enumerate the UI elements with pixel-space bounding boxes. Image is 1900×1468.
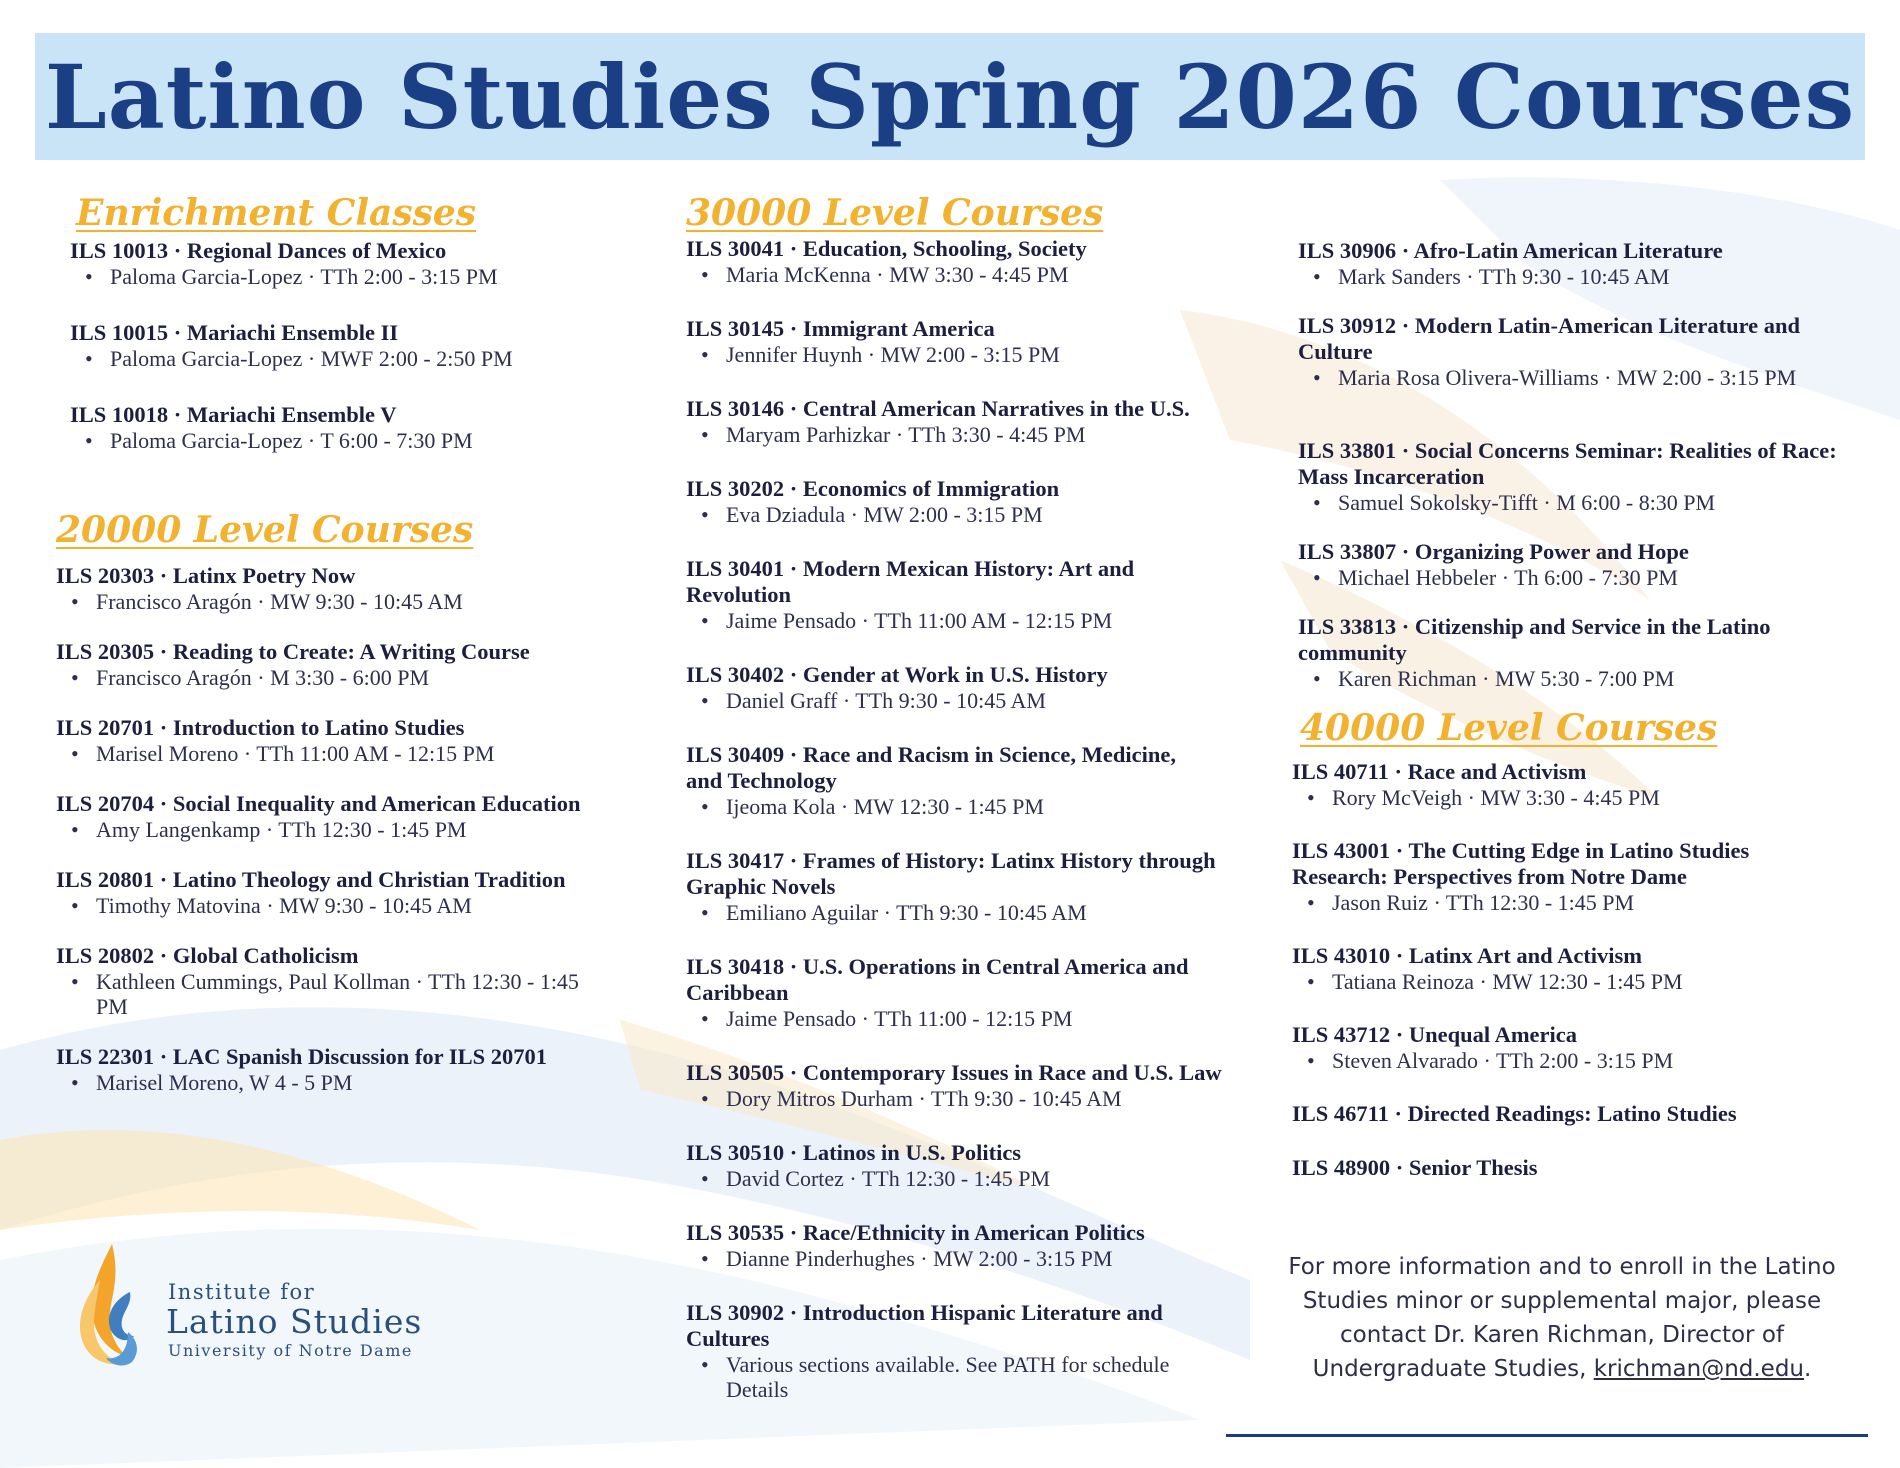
- course-title: ILS 22301 · LAC Spanish Discussion for ILS 20701: [56, 1044, 547, 1069]
- course-list-30000-continued: [1298, 238, 1862, 691]
- course-item: [56, 1044, 616, 1095]
- course-item: [686, 396, 1256, 447]
- course-item: [1298, 238, 1862, 289]
- course-title: ILS 46711 · Directed Readings: Latino Studies: [1292, 1101, 1737, 1126]
- course-item: [1292, 1101, 1862, 1127]
- course-detail: • Rory McVeigh · MW 3:30 - 4:45 PM: [1292, 785, 1862, 810]
- course-detail: • Timothy Matovina · MW 9:30 - 10:45 AM: [56, 893, 616, 918]
- course-title: ILS 30146 · Central American Narratives in the U.S.: [686, 396, 1190, 421]
- course-item: [56, 791, 616, 842]
- section-heading-enrichment: Enrichment Classes: [76, 192, 477, 234]
- course-item: [1298, 614, 1862, 691]
- course-title: ILS 30505 · Contemporary Issues in Race and U.S. Law: [686, 1060, 1222, 1085]
- section-heading-30000: 30000 Level Courses: [686, 192, 1104, 234]
- course-detail: • Eva Dziadula · MW 2:00 - 3:15 PM: [686, 502, 1256, 527]
- course-item: [686, 1300, 1256, 1402]
- course-item: [686, 316, 1256, 367]
- course-title: ILS 30401 · Modern Mexican History: Art and Revolution: [686, 556, 1135, 607]
- course-detail: • Dianne Pinderhughes · MW 2:00 - 3:15 PM: [686, 1246, 1256, 1271]
- course-item: [686, 848, 1256, 925]
- course-detail: • Karen Richman · MW 5:30 - 7:00 PM: [1298, 666, 1862, 691]
- course-detail: • Paloma Garcia-Lopez · MWF 2:00 - 2:50 PM: [70, 346, 616, 371]
- course-detail: • Michael Hebbeler · Th 6:00 - 7:30 PM: [1298, 565, 1862, 590]
- course-item: [686, 954, 1256, 1031]
- logo-text-line1: Institute for: [168, 1280, 316, 1304]
- course-title: ILS 30402 · Gender at Work in U.S. History: [686, 662, 1108, 687]
- course-item: [1292, 1155, 1862, 1181]
- course-title: ILS 20305 · Reading to Create: A Writing Course: [56, 639, 530, 664]
- course-detail: • Paloma Garcia-Lopez · T 6:00 - 7:30 PM: [70, 428, 616, 453]
- course-title: ILS 30535 · Race/Ethnicity in American Politics: [686, 1220, 1145, 1245]
- course-item: [1292, 1022, 1862, 1073]
- course-title: ILS 30041 · Education, Schooling, Society: [686, 236, 1087, 261]
- course-title: ILS 20303 · Latinx Poetry Now: [56, 563, 356, 588]
- course-title: ILS 30902 · Introduction Hispanic Literature and Cultures: [686, 1300, 1163, 1351]
- contact-text: For more information and to enroll in the Latino Studies minor or supplemental major, please contact Dr. Karen Richman, Director of Undergraduate Studies,: [1288, 1254, 1836, 1382]
- logo-text-line3: University of Notre Dame: [168, 1341, 413, 1360]
- course-item: [686, 742, 1256, 819]
- course-item: [1292, 943, 1862, 994]
- course-detail: • Maryam Parhizkar · TTh 3:30 - 4:45 PM: [686, 422, 1256, 447]
- course-item: [686, 1140, 1256, 1191]
- course-item: [56, 867, 616, 918]
- course-title: ILS 48900 · Senior Thesis: [1292, 1155, 1538, 1180]
- course-detail: • Paloma Garcia-Lopez · TTh 2:00 - 3:15 PM: [70, 264, 616, 289]
- course-title: ILS 30409 · Race and Racism in Science, Medicine, and Technology: [686, 742, 1176, 793]
- course-list-enrichment: [70, 238, 616, 453]
- course-title: ILS 30912 · Modern Latin-American Literature and Culture: [1298, 313, 1801, 364]
- course-detail: • Marisel Moreno, W 4 - 5 PM: [56, 1070, 616, 1095]
- footer-divider: [1226, 1434, 1868, 1437]
- course-title: ILS 30145 · Immigrant America: [686, 316, 995, 341]
- logo-text-line2: Latino Studies: [166, 1302, 423, 1341]
- course-detail: • Daniel Graff · TTh 9:30 - 10:45 AM: [686, 688, 1256, 713]
- course-item: [686, 236, 1256, 287]
- course-detail: • Francisco Aragón · MW 9:30 - 10:45 AM: [56, 589, 616, 614]
- contact-info: [1262, 1250, 1862, 1386]
- course-title: ILS 43712 · Unequal America: [1292, 1022, 1578, 1047]
- section-heading-20000: 20000 Level Courses: [56, 509, 474, 551]
- contact-end: .: [1804, 1356, 1812, 1382]
- course-title: ILS 33807 · Organizing Power and Hope: [1298, 539, 1689, 564]
- course-item: [56, 563, 616, 614]
- contact-email-link[interactable]: krichman@nd.edu: [1593, 1356, 1805, 1382]
- course-item: [1298, 313, 1862, 390]
- course-title: ILS 10018 · Mariachi Ensemble V: [70, 402, 397, 427]
- course-detail: • Emiliano Aguilar · TTh 9:30 - 10:45 AM: [686, 900, 1256, 925]
- course-detail: • Marisel Moreno · TTh 11:00 AM - 12:15 PM: [56, 741, 616, 766]
- course-detail: • Tatiana Reinoza · MW 12:30 - 1:45 PM: [1292, 969, 1862, 994]
- course-item: [1292, 838, 1862, 915]
- course-detail: • Kathleen Cummings, Paul Kollman · TTh 12:30 - 1:45 PM: [56, 969, 616, 1019]
- course-detail: • Maria McKenna · MW 3:30 - 4:45 PM: [686, 262, 1256, 287]
- course-detail: • Maria Rosa Olivera-Williams · MW 2:00 - 3:15 PM: [1298, 365, 1862, 390]
- course-detail: • Steven Alvarado · TTh 2:00 - 3:15 PM: [1292, 1048, 1862, 1073]
- course-detail: • Jaime Pensado · TTh 11:00 - 12:15 PM: [686, 1006, 1256, 1031]
- course-title: ILS 33801 · Social Concerns Seminar: Realities of Race: Mass Incarceration: [1298, 438, 1837, 489]
- course-detail: • Samuel Sokolsky-Tifft · M 6:00 - 8:30 PM: [1298, 490, 1862, 515]
- column-middle: [686, 192, 1256, 1402]
- course-list-40000: [1292, 759, 1862, 1181]
- course-detail: • Ijeoma Kola · MW 12:30 - 1:45 PM: [686, 794, 1256, 819]
- course-item: [1292, 759, 1862, 810]
- course-detail: • Mark Sanders · TTh 9:30 - 10:45 AM: [1298, 264, 1862, 289]
- course-item: [686, 662, 1256, 713]
- course-item: [686, 1220, 1256, 1271]
- course-item: [70, 238, 616, 289]
- course-detail: • Francisco Aragón · M 3:30 - 6:00 PM: [56, 665, 616, 690]
- course-detail: • Various sections available. See PATH for schedule Details: [686, 1352, 1216, 1402]
- course-title: ILS 10013 · Regional Dances of Mexico: [70, 238, 447, 263]
- course-item: [1298, 539, 1862, 590]
- course-item: [686, 556, 1256, 633]
- course-item: [1298, 438, 1862, 515]
- course-item: [70, 402, 616, 453]
- course-detail: • David Cortez · TTh 12:30 - 1:45 PM: [686, 1166, 1256, 1191]
- course-item: [686, 1060, 1256, 1111]
- course-title: ILS 20801 · Latino Theology and Christian Tradition: [56, 867, 566, 892]
- title-banner: [35, 33, 1865, 160]
- course-title: ILS 30510 · Latinos in U.S. Politics: [686, 1140, 1022, 1165]
- course-detail: • Dory Mitros Durham · TTh 9:30 - 10:45 AM: [686, 1086, 1256, 1111]
- course-detail: • Jennifer Huynh · MW 2:00 - 3:15 PM: [686, 342, 1256, 367]
- course-item: [56, 943, 616, 1019]
- column-left: [56, 192, 616, 1095]
- course-item: [686, 476, 1256, 527]
- course-title: ILS 20704 · Social Inequality and American Education: [56, 791, 581, 816]
- course-title: ILS 33813 · Citizenship and Service in the Latino community: [1298, 614, 1771, 665]
- course-title: ILS 10015 · Mariachi Ensemble II: [70, 320, 399, 345]
- course-item: [56, 639, 616, 690]
- course-list-20000: [56, 563, 616, 1095]
- course-item: [70, 320, 616, 371]
- course-title: ILS 20701 · Introduction to Latino Studies: [56, 715, 465, 740]
- course-detail: • Amy Langenkamp · TTh 12:30 - 1:45 PM: [56, 817, 616, 842]
- course-detail: • Jason Ruiz · TTh 12:30 - 1:45 PM: [1292, 890, 1862, 915]
- course-item: [56, 715, 616, 766]
- course-title: ILS 30202 · Economics of Immigration: [686, 476, 1060, 501]
- page-title: Latino Studies Spring 2026 Courses: [44, 44, 1856, 149]
- course-title: ILS 40711 · Race and Activism: [1292, 759, 1587, 784]
- course-title: ILS 43001 · The Cutting Edge in Latino Studies Research: Perspectives from Notre Dame: [1292, 838, 1750, 889]
- course-title: ILS 30418 · U.S. Operations in Central America and Caribbean: [686, 954, 1189, 1005]
- course-title: ILS 20802 · Global Catholicism: [56, 943, 359, 968]
- section-heading-40000: 40000 Level Courses: [1300, 707, 1718, 749]
- column-right: [1292, 238, 1862, 1181]
- flame-logo-icon: [70, 1240, 150, 1370]
- course-list-30000: [686, 236, 1256, 1402]
- course-detail: • Jaime Pensado · TTh 11:00 AM - 12:15 PM: [686, 608, 1256, 633]
- institute-logo: [70, 1240, 490, 1370]
- course-title: ILS 43010 · Latinx Art and Activism: [1292, 943, 1643, 968]
- course-title: ILS 30417 · Frames of History: Latinx History through Graphic Novels: [686, 848, 1216, 899]
- course-title: ILS 30906 · Afro-Latin American Literature: [1298, 238, 1723, 263]
